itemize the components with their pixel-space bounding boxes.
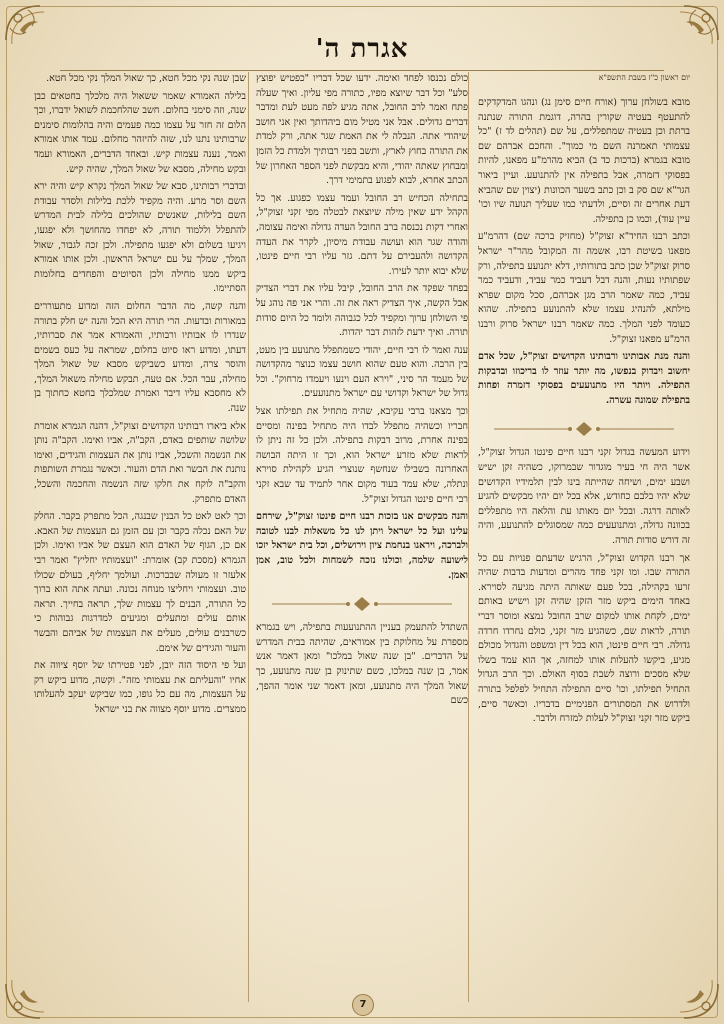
date-line: יום ראשון כ"ז בשבת התשפ"א	[598, 73, 690, 82]
paragraph: אך רבנו הקדוש זצוק"ל, הרגיש שדעתם פנויות עם כל התורה שבו. ומו זקני פחד מהרים ומדעות בדבות שהיה זרעו בקהילה, בכל פעם שאותה היתה מגיעה לסוירא. באחד הימים ביקש מזר הזקן שהיה זקן וישיש באותם ימים, לקחת אותו למקום שרב החובל נמצא ומוסר דברי תורה, לראות שם, כשהגיע מזר זקני, כולם נחרדו חרדה גדולה. רבי חיים פינטו, הוא בכל דין ומשפט והגדול מכולם מגיע, ביקשו להעלות אותו למחזה, אך הוא עמד בשלו שלא מסכים ורוצה לשבת בסוף האולם. וכך הרב הגדול התחיל תפילתו, וכו' סיים התפילה התחיל לפלפל בתורה ולדרוש את המסתורים הפנימיים בדבריו. וכאשר סיים, ביקש מזר זקני זצוק"ל לעלות למזרח ולדבר.	[478, 552, 690, 725]
ornament-divider-icon	[484, 420, 684, 438]
paragraph: וכך מצאנו ברבי עקיבא, שהיה מתחיל את תפילתו אצל חבריו וכשהיה מתפלל לבדו היה מתחיל בפינה ומסיים בפינה אחרת, מרוב דבקות בתפילה. ולכן כל זה ניתן לו לראות שלא מזרע ישראל הוא, וכך זו היתה הבושה האחרונה בשבילו שנחשף שנוצרי הגיע לקהילת סוירא ונתלה, שלא עמד בעוד מקום אחר לתמיד עד שבא זקני רבי חיים פינטו הגדול זצוק"ל.	[256, 406, 468, 505]
text-column-right	[478, 72, 690, 1002]
paragraph: מובא בשולחן ערוך (אורח חיים סימן נג) ונהגו המדקדקים להתעטף בעטיה שקורין בהרה, דוגמת התורה שנתנה ברתת וכן בעטיה שמתפללים, על שם (תהלים לד ז) "כל עצמותי תאמרנה השם מי כמוך". והחכם אברהם שם מובא בגמרא (ברכות כד ב) הביא מהרמ"ע מפאנו, להיות בפסוקי דזמרה, אבל בתפילה אין להתנועע. ועיין ביאור הגר"א שם סק ב וכן כתב בשער הכוונות (יצוין שם שהביא דעת אחרים זה וסיים, ולדעתי כמו שעליך תנועה שיו וכו' עיין עוד), וכמו כן בתפילה.	[478, 97, 690, 225]
page-number: 7	[352, 994, 374, 1016]
paragraph: וכך לאט לאט כל הבנין שבנגה, הכל מתפרק בקבר. החלק של האם נכלה בקבר וכן עם הזמן גם העצמות של האבא. אם כן, הגוף של האדם הוא העצם של אביו ואימו. ולכן הגמרא (מסכת קב) אומרת: "ועצמותיו יחליץ" ואמר רבי אלעזר זו מעולה שבברכות. ועולמך יחליף, בעולם שכולו טוב. ועצמותי ויחליצו מנוחה נכונה. ועתה אתה הוא ברוך כל התורה, הבנים לך עצמות שלך, תראה בחייך. תראה אותם עולים ומתעלים ומגיעים למדרגות גבוהות כי כשרבנים עולים, מעלים את העצמות של אביהם והבשר והעור והגידים של אימם.	[34, 511, 246, 654]
text-column-middle	[256, 72, 468, 1002]
paragraph: כולם נכנסו לפחד ואימה. ידעו שכל דבריו "כפטיש יפוצץ סלע" וכל דבר שיוצא מפיו, כתורה מפי עליון. ואיך שעלה פתח ואמר לרב החובל, אתה מגיע לפה מעט לעת ומדבר דברים גדולים. אבל אני מטיל מום ביהדותך ואין אני חושב שיהודי אתה. הנבלה לי את האמת שגר אתה, ורק למדת את התורה בחוץ לארץ, ותשב בפני רבותיך ולמדת כל הזמן ומבחוץ שאתה יהודי, והיא מבקשת לפני הספר האחרון של הכתב אחרא, לבוא לפגוע בתמימי דרך.	[256, 73, 468, 187]
paragraph: אלא ביארו רבותינו הקדושים זצוק"ל, דהנה הגמרא אומרת שלושה שותפים באדם, הקב"ה, אביו ואימו. הקב"ה נותן את הנשמה והשכל, אביו נותן את העצמות והגידים, ואימו נותנת את הבשר ואת הדם והעור. וכאשר נגמרת השותפות והקב"ה לוקח את חלקו שזה הנשמה והחכמה והשכל, האדם מתפרק.	[34, 420, 246, 505]
paragraph: ובדברי רבותינו, סבא של שאול המלך נקרא קיש והיה ירא השם וסר מרע. והיה מקפיד ללכת בלילות ולסדר עבודת השם בלילות, שאנשים שהולכים בלילה לבית המדרש להתפלל וללמוד תורה, לא יפחדו מהחושך ולא יפגעו, ויגיעו בשלום ולא יפגעו מתפילה. ולכן זכה לגבור, שאול המלך, שמלך על עם ישראל הראשון. ולכן אותו אמורא ביקש ממנו מחילה ולכן הסיוטים והפחדים בחלומות הסתיימו.	[34, 181, 246, 295]
paragraph: בלילה האמורא שאמר ששאול היה מלכלך בחטאים כבן שנה, וזה סימני בחלום. חשב שהלחכמת לשואל ידברו, וכך הלום זה חזר על עצמו כמה פעמים והיה בהלומות סימנים שרבותינו נתנו לנו, שזה להיזהר מחלום. עמד אותו אמורא ואמר, נענה עצמות קיש. ובאחד הדברים, האמורא ועמד ובקש מחילה, מסבא של שאול המלך, שהיה קיש.	[34, 90, 246, 175]
bold-paragraph: והנה מבקשים אנו בזכות רבנו חיים פינטו זצוק"ל, שירחם עלינו ועל כל ישראל ויתן לנו כל משאלות לבנו לטובה ולברכה, ויראנו בנחמת ציון וירושלים, וכל בית ישראל יזכו לישועה שלמה, וכולנו נזכה לשמחות ולכל טוב, אמן ואמן.	[256, 511, 468, 581]
paragraph: וכתב רבנו החיד"א זצוק"ל (מחזיק ברכה שם) דהרמ"ע מפאנו בשיטת רבו, אשמה זה המקובל מהר"ר ישראל סרוק זצוק"ל שכן כתב בתורותיו, דלא יתנועע בתפילה, ורק שפתותיו נעות, והנה דבל דעביד כמר עביד, ודעביד כמר עביד, כמה שאמר הרב מגן אברהם, סכל מקום שפרא מילתא, להנהיג עצמו שלא להתנועע בתפילה. שהוא כעומד לפני המלך. כמה שאמר רבנו ישראל סרוק ורבנו הרמ"ע מפאנו זצוק"ל.	[478, 231, 690, 345]
paragraph: השתדל להתעמק בעניין ההתנועעות בתפילה, ויש בגמרא מספרת על מחלוקת בין אמוראים, שהיתה בבית המדרש על הדברים. "בן שנה שאול במלכו" ומאן דאמר אנש אמר, בן שנה במלכו, כשם שתינוק בן שנה מתנועע, כך שאול המלך היה מתנועע, ומאן דאמר שני אומר ההפך, כשם	[256, 622, 468, 707]
paragraph: וידוע המעשה בגדול זקני רבנו חיים פינטו הגדול זצוק"ל, אשר היה חי בעיר מוגדור שבמרוקו, כשהיה זקן ישיש ושבע ימים, ושיחה שהייתה בינו לבין תלמידיו הקדושים שלא יהיו בלבם כחודש, אלא בכל יום יהיו מבקשים להגיע לאותה דרגה. ובכל יום מאותו עת והלאה היו מתפללים בכוונה גדולה, ומתנועעים כמה שמסוגלים להתנועע, והיה זה דורש סודות תורה.	[478, 447, 690, 547]
page-title: אגרת ה'	[315, 34, 409, 64]
paragraph: ענה ואמר לו רבי חיים, יהודי כשמתפלל מתנועע בין מעט, בין הרבה. והוא טעם שהוא חושב עצמו כנוצר מהקדושה של מעמד הר סיני, "וירא העם וינעו ויעמדו מרחוק". וכל גדול של ישראל וקדושי עם ישראל מתנועעים.	[256, 344, 468, 400]
paragraph: והנה קשה, מה הדבר החלום הזה ומדוע מתעוררים במאורות ובדעות. הרי תורה היא הכל והנה יש חלק בתורה שנדרו לו אבותיו ורבותיו, והאמורא אמר את סברותיו, דעתו, ומדוע ראו סיוט בחלום, שמראה על כעס בשמים והוסר צרה, ומדוע כשביקש מסבא של שאול המלך מחילה, עבר הכל. אם טעה, תבקש מחילה משאול המלך, לא מחסבא עליו דיבר ואמרת שמלכלך בחטא כחתוך בן שנה.	[34, 300, 246, 415]
text-column-left	[34, 72, 246, 1002]
column-separator	[468, 72, 469, 1002]
bold-paragraph: והנה מנת אבותינו ורבותינו הקדושים זצוק"ל, שכל אדם יחשוב ויבדוק בנפשו, מה יותר עוזר לו בריכוזו ובדבקות התפילה. ויותר היו מתנועעים בפסוקי דזמרה ופחות בתפילת שמונה עשרה.	[478, 351, 690, 406]
ornament-divider-icon	[262, 595, 462, 613]
paragraph: ועל פי היסוד הזה יובן, לפני פטירתו של יוסף ציווה את אחיו "והעליתם את עצמותי מזה". וקשה, מדוע ביקש רק על העצמות, מה עם כל גופו, כמו שביקש יעקב להעלותו ממצרים. מדוע יוסף מצווה את בני ישראל	[34, 660, 246, 715]
paragraph: שבן שנה נקי מכל חטא, כך שאול המלך נקי מכל חטא.	[46, 73, 246, 84]
paragraph: בתחילה הכחיש רב החובל ועמד עצמו כפגוע. אך כל הקהל ידע שאין מילה שיוצאת לבטלה מפי זקני זצוק"ל, ואחרי דקות נכנסה ברב החובל העדה גדולה ואימה עצומה, והודה שגר הוא ועושה עבודת מיסיון, לקרר את העדה הקדושה ולהעבירם על דתם. גזר עליו רבי חיים פינטו, שלא יבוא יותר לעירו.	[256, 192, 468, 277]
title-divider	[60, 70, 664, 71]
paragraph: בפחד שפקד את הרב החובל, קיבל עליו את דברי הצדיק אבל הקשה, איך הצדיק ראה את זה. והרי אני פה נוהג על פי השולחן ערוך ומקפיד לכל כגבוהה ולומד כל היום סודות תורה. ואיך ידעת לזהות דבר יהדות.	[256, 283, 468, 339]
column-separator	[248, 72, 249, 1002]
